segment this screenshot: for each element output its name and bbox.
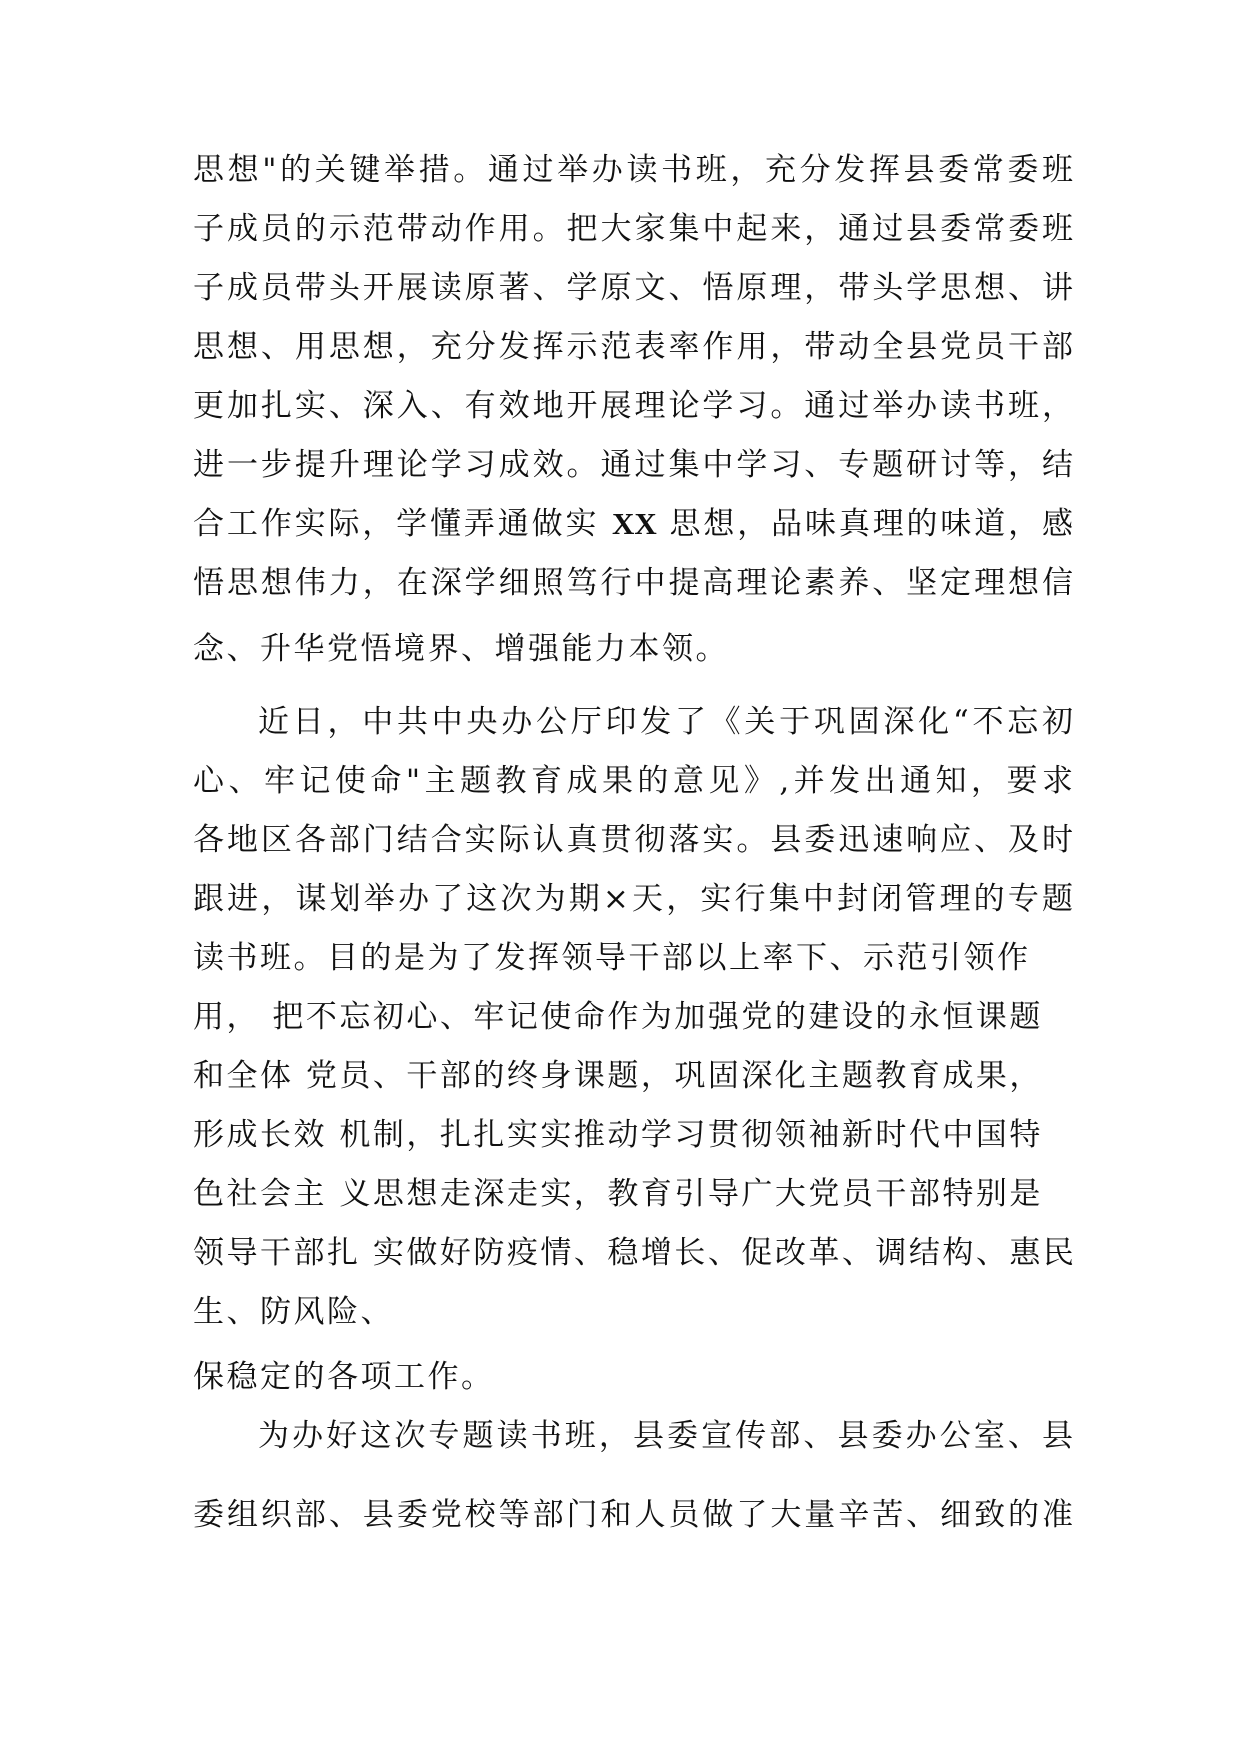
- body-text-line: 用， 把不忘初心、牢记使命作为加强党的建设的永恒课题: [193, 999, 1043, 1035]
- body-text-line: 悟思想伟力，在深学细照笃行中提高理论素养、坚定理想信: [193, 565, 1073, 601]
- body-text-line: 委组织部、县委党校等部门和人员做了大量辛苦、细致的准: [193, 1497, 1073, 1533]
- body-text-line: 跟进，谋划举办了这次为期×天，实行集中封闭管理的专题: [193, 881, 1073, 917]
- body-text-line: 生、防风险、: [193, 1294, 394, 1330]
- body-text-line: 思想、用思想，充分发挥示范表率作用，带动全县党员干部: [193, 329, 1073, 365]
- paragraph-first-line: 近日，中共中央办公厅印发了《关于巩固深化“不忘初: [258, 704, 1073, 740]
- body-text-line: [193, 500, 1073, 548]
- body-text-line: 子成员的示范带动作用。把大家集中起来，通过县委常委班: [193, 211, 1073, 247]
- body-text-line: 进一步提升理论学习成效。通过集中学习、专题研讨等，结: [193, 447, 1073, 483]
- body-text-line: 子成员带头开展读原著、学原文、悟原理，带头学思想、讲: [193, 270, 1073, 306]
- body-text-segment: 合工作实际，学懂弄通做实: [193, 506, 613, 542]
- body-text-line: 形成长效 机制，扎扎实实推动学习贯彻领袖新时代中国特: [193, 1117, 1043, 1153]
- bold-term: XX: [612, 506, 657, 541]
- body-text-line: 和全体 党员、干部的终身课题，巩固深化主题教育成果，: [193, 1058, 1043, 1094]
- body-text-line: 保稳定的各项工作。: [193, 1359, 495, 1395]
- body-text-line: 读书班。目的是为了发挥领导干部以上率下、示范引领作: [193, 940, 1031, 976]
- body-text-line: 心、牢记使命"主题教育成果的意见》,并发出通知，要求: [193, 763, 1073, 799]
- body-text-line: 更加扎实、深入、有效地开展理论学习。通过举办读书班，: [193, 388, 1073, 424]
- body-text-line: 领导干部扎 实做好防疫情、稳增长、促改革、调结构、惠民: [193, 1235, 1077, 1271]
- body-text-line: 思想"的关键举措。通过举办读书班，充分发挥县委常委班: [193, 152, 1073, 188]
- body-text-line: 色社会主 义思想走深走实，教育引导广大党员干部特别是: [193, 1176, 1043, 1212]
- body-text-segment: 思想，品味真理的味道，感: [656, 506, 1074, 542]
- body-text-line: 念、升华党悟境界、增强能力本领。: [193, 631, 729, 667]
- paragraph-first-line: 为办好这次专题读书班，县委宣传部、县委办公室、县: [258, 1418, 1073, 1454]
- body-text-line: 各地区各部门结合实际认真贯彻落实。县委迅速响应、及时: [193, 822, 1073, 858]
